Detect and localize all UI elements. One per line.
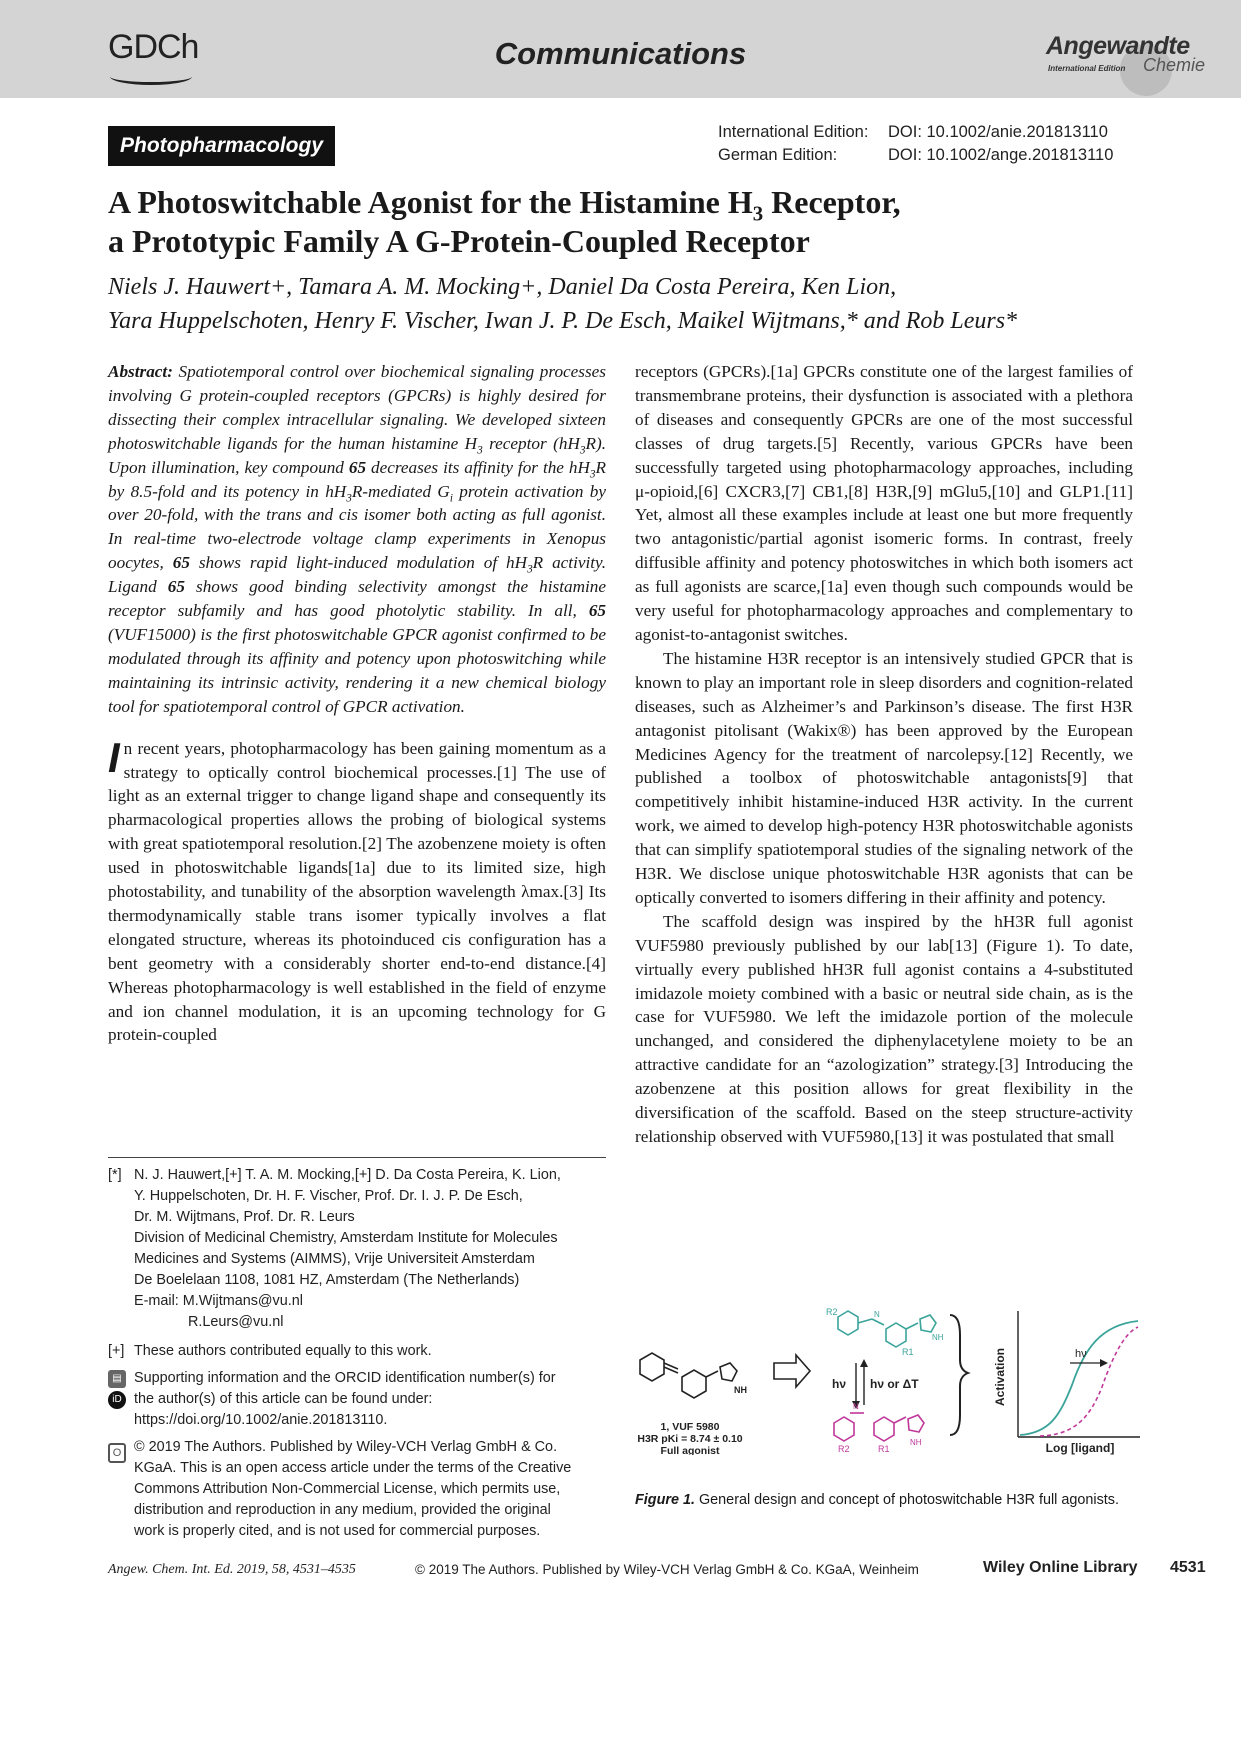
trans-nh: NH xyxy=(932,1333,944,1342)
doi-intl-value[interactable]: DOI: 10.1002/anie.201813110 xyxy=(888,123,1108,141)
cis-r1: R1 xyxy=(878,1444,890,1454)
footer-copyright: © 2019 The Authors. Published by Wiley-VCH Verlag GmbH & Co. KGaA, Weinheim xyxy=(415,1562,919,1577)
trans-azo-n: N xyxy=(874,1310,880,1319)
figure-1 xyxy=(620,1305,1140,1455)
equal-contribution-text: These authors contributed equally to this work. xyxy=(134,1343,432,1359)
si-line: the author(s) of this article can be found under: xyxy=(134,1391,433,1407)
si-icons xyxy=(108,1368,134,1431)
cis-nh: NH xyxy=(910,1438,922,1447)
right-paragraph-2: The histamine H3R receptor is an intensively studied GPCR that is known to play an important role in sleep disorders and cognition-related diseases, such as Alzheimer’s and Parkinson’s disease. The first H3R antagonist pitolisant (Wakix®) has been approved by the European Medicines Agency for the treatment of narcolepsy.[12] Recently, we published a toolbox of photoswitchable antagonists[9] that competitively inhibit histamine-induced H3R activity. In the current work, we aimed to develop high-potency H3R photoswitchable agonists that can simplify spatiotemporal studies of the signaling network of the H3R. We disclose unique photoswitchable H3R agonists that can be optically converted to isomers differing in their affinity and potency. xyxy=(635,648,1133,907)
drop-cap: I xyxy=(108,733,120,781)
vuf-nh-label: NH xyxy=(734,1385,747,1395)
star-mark: [*] xyxy=(108,1167,122,1183)
section-title: Communications xyxy=(494,36,747,71)
email-line: E-mail: M.Wijtmans@vu.nl xyxy=(134,1293,303,1309)
email-line: R.Leurs@vu.nl xyxy=(188,1314,284,1330)
document-icon: ▤ xyxy=(108,1370,126,1388)
compound-ref: 65 xyxy=(348,457,367,477)
title-line2: a Prototypic Family A G-Protein-Coupled Receptor xyxy=(108,223,810,259)
footnote-divider xyxy=(108,1157,606,1158)
citation: Angew. Chem. Int. Ed. 2019, 58, 4531–4535 xyxy=(108,1562,356,1577)
pk-label: H3R pKi = 8.74 ± 0.10 xyxy=(637,1433,743,1445)
author-list xyxy=(108,270,1158,338)
affil-line: Medicines and Systems (AIMMS), Vrije Universiteit Amsterdam xyxy=(134,1251,535,1267)
design-arrow xyxy=(774,1355,810,1387)
abstract-label: Abstract: xyxy=(108,362,173,381)
oa-line: Commons Attribution Non-Commercial License, which permits use, xyxy=(134,1481,561,1497)
left-column xyxy=(108,360,606,1047)
open-access-note xyxy=(108,1437,608,1542)
oa-line: KGaA. This is an open access article under the terms of the Creative xyxy=(134,1460,572,1476)
si-line: Supporting information and the ORCID identification number(s) for xyxy=(134,1370,556,1386)
plus-mark: [+] xyxy=(108,1343,125,1359)
affil-line: Dr. M. Wijtmans, Prof. Dr. R. Leurs xyxy=(134,1209,355,1225)
compound-label: 1, VUF 5980 xyxy=(660,1421,720,1433)
agonist-label: Full agonist xyxy=(660,1445,720,1455)
abstract: Abstract: Spatiotemporal control over biochemical signaling processes involving G protein-coupled receptors (GPCRs) is highly desired for dissecting their complex intracellular signaling. We developed sixteen photoswitchable ligands for the human histamine $H_3$ receptor $(hH_3R)$. Upon illumination, key compound 65 decreases its affinity for the $hH_3R$ by 8.5-fold and its potency in $hH_3R$-mediated $G_i$ protein activation by over 20-fold, with the trans and cis isomer both acting as full agonist. In real-time two-electrode voltage clamp experiments in Xenopus oocytes, 65 shows rapid light-induced modulation of $hH_3R$ activity. Ligand 65 shows good binding selectivity amongst the histamine receptor subfamily and has good photolytic stability. In all, 65 (VUF15000) is the first photoswitchable GPCR agonist confirmed to be modulated through its affinity and potency upon photoswitching while maintaining its intrinsic activity, rendering it a new chemical biology tool for spatiotemporal control of GPCR activation. xyxy=(108,362,607,716)
title-line1b: Receptor, xyxy=(763,184,901,220)
open-access-lock-icon: O xyxy=(108,1443,126,1463)
cis-r2: R2 xyxy=(838,1444,850,1454)
oa-line: distribution and reproduction in any medium, provided the original xyxy=(134,1502,551,1518)
intro-text: n recent years, photopharmacology has been gaining momentum as a strategy to optically control biochemical processes.[1] The use of light as an external trigger to change ligand shape and consequently its pharmacological properties allows the probing of biological systems with great spatiotemporal resolution.[2] The azobenzene moiety is often used in photoswitchable ligands[1a] due to its limited size, high photostability, and tunability of the absorption wavelength λmax.[3] Its thermodynamically stable trans isomer typically involves a flat elongated structure, whereas its photoinduced cis configuration has a bent geometry with a considerably shorter end-to-end distance.[4] Whereas photopharmacology is well established in the field of enzyme and ion channel modulation, it is an upcoming technology for G protein-coupled xyxy=(108,738,606,1045)
hv-or-label: hν or ΔT xyxy=(870,1377,919,1391)
trans-r2: R2 xyxy=(826,1307,838,1317)
trans-r1: R1 xyxy=(902,1347,914,1357)
si-link[interactable]: https://doi.org/10.1002/anie.201813110. xyxy=(134,1412,388,1428)
affil-line: N. J. Hauwert,[+] T. A. M. Mocking,[+] D. Da Costa Pereira, K. Lion, xyxy=(134,1167,561,1183)
right-column xyxy=(635,360,1133,1149)
gdch-logo: GDCh xyxy=(108,28,199,66)
doi-block xyxy=(718,121,1113,167)
hv-label: hν xyxy=(832,1377,847,1391)
footnotes xyxy=(108,1165,608,1542)
doi-german-value[interactable]: DOI: 10.1002/ange.201813110 xyxy=(888,146,1114,164)
x-axis-label: Log [ligand] xyxy=(1045,1441,1115,1455)
cis-curve xyxy=(1040,1327,1138,1436)
doi-german-label: German Edition: xyxy=(718,146,838,164)
affil-line: Y. Huppelschoten, Dr. H. F. Vischer, Prof. Dr. I. J. P. De Esch, xyxy=(134,1188,523,1204)
equal-contribution-note xyxy=(108,1341,608,1362)
doi-intl-label: International Edition: xyxy=(718,123,869,141)
intro-paragraph xyxy=(108,733,606,1048)
wiley-online-library-link[interactable]: Wiley Online Library xyxy=(983,1559,1138,1576)
affil-line: De Boelelaan 1108, 1081 HZ, Amsterdam (The Netherlands) xyxy=(134,1272,520,1288)
affil-line: Division of Medicinal Chemistry, Amsterdam Institute for Molecules xyxy=(134,1230,558,1246)
oa-line: work is properly cited, and is not used for commercial purposes. xyxy=(134,1523,541,1539)
figure-caption xyxy=(635,1490,1135,1511)
curve-hv-label: hν xyxy=(1075,1348,1087,1360)
article-title xyxy=(108,183,1158,261)
caption-text: General design and concept of photoswitchable H3R full agonists. xyxy=(698,1492,1119,1508)
journal-logo-edition: International Edition xyxy=(1048,64,1126,73)
trans-isomer-structure xyxy=(838,1311,936,1347)
topic-badge: Photopharmacology xyxy=(108,126,335,166)
orcid-icon: iD xyxy=(108,1391,126,1409)
cis-azo-n: N xyxy=(853,1402,859,1411)
y-axis-label: Activation xyxy=(993,1347,1007,1407)
title-sub: 3 xyxy=(752,202,764,226)
author-line-1: Niels J. Hauwert+, Tamara A. M. Mocking+, Daniel Da Costa Pereira, Ken Lion, xyxy=(108,274,897,300)
right-paragraph-3: The scaffold design was inspired by the hH3R full agonist VUF5980 previously published by our lab[13] (Figure 1). To date, virtually every published hH3R full agonist contains a 4-substituted imidazole moiety combined with a basic or neutral side chain, as is the case for VUF5980. We left the imidazole portion of the molecule unchanged, and considered the diphenylacetylene moiety to be an attractive candidate for an “azologization” strategy.[3] Introducing the azobenzene at this position allows for great flexibility in the diversification of the scaffold. Based on the steep structure-activity relationship observed with VUF5980,[13] it was postulated that small xyxy=(635,911,1133,1146)
caption-label: Figure 1. xyxy=(635,1492,695,1508)
supporting-info-note xyxy=(108,1368,608,1431)
vuf5980-structure xyxy=(640,1353,737,1398)
affiliation-note xyxy=(108,1165,608,1333)
brace xyxy=(950,1315,968,1435)
trans-curve xyxy=(1020,1321,1138,1435)
oa-line: © 2019 The Authors. Published by Wiley-VCH Verlag GmbH & Co. xyxy=(134,1439,558,1455)
title-line1a: A Photoswitchable Agonist for the Histamine H xyxy=(108,184,753,220)
journal-logo-name: Angewandte xyxy=(1046,32,1190,60)
oa-icon-wrap xyxy=(108,1437,134,1542)
journal-logo-sub: Chemie xyxy=(1143,55,1206,75)
page-number: 4531 xyxy=(1170,1559,1206,1576)
cis-isomer-structure xyxy=(834,1413,924,1441)
right-paragraph-1: receptors (GPCRs).[1a] GPCRs constitute one of the largest families of transmembrane proteins, their dysfunction is associated with a plethora of diseases and consequently GPCRs are one of the most successful classes of drug targets.[5] Recently, various GPCRs have been successfully targeted using photopharmacology approaches, including μ-opioid,[6] CXCR3,[7] CB1,[8] H3R,[9] mGlu5,[10] and GLP1.[11] Yet, almost all these examples include at least one but more frequently two antagonistic/partial agonist isomeric forms. In contrast, freely diffusible affinity and potency photoswitches in which both isomers act as full agonists are scarce,[1a] even though such compounds would be very useful for photopharmacology approaches and complementary to agonist-to-antagonist switches. xyxy=(635,362,1133,644)
author-line-2: Yara Huppelschoten, Henry F. Vischer, Iwan J. P. De Esch, Maikel Wijtmans,* and Rob Leurs* xyxy=(108,308,1018,334)
